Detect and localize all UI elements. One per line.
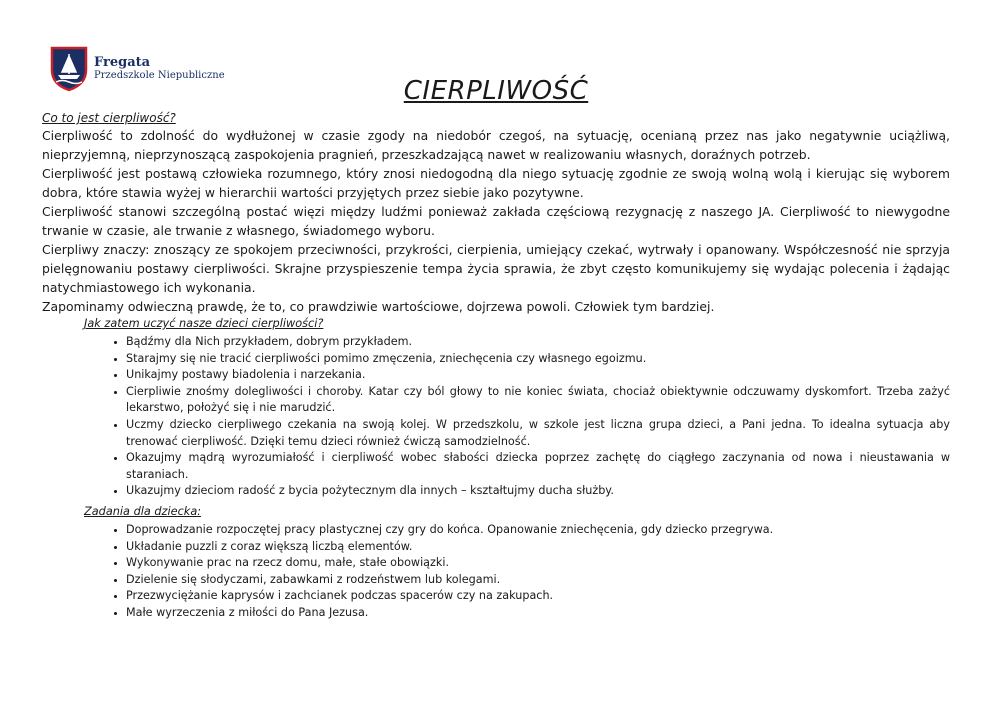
list-item: • Małe wyrzeczenia z miłości do Pana Jezusa. — [126, 605, 950, 622]
list-item: • Układanie puzzli z coraz większą liczbą elementów. — [126, 539, 950, 556]
page-title: CIERPLIWOŚĆ — [403, 76, 589, 106]
paragraph: Cierpliwość to zdolność do wydłużonej w czasie zgody na niedobór czegoś, na sytuację, ocenianą przez nas jako negatywnie uciążliwą, nieprzyjemną, nieprzynoszącą zaspokojenia pragnień, przeszkadzającą nawet w realizowaniu własnych, doraźnych potrzeb. — [42, 128, 950, 162]
logo-name: Fregata — [94, 55, 151, 70]
paragraph: Cierpliwość stanowi szczególną postać więzi między ludźmi ponieważ zakłada częściową rezygnację z naszego JA. Cierpliwość to niewygodne trwanie w czasie, ale trwanie z własnego, świadomego wyboru. — [42, 204, 950, 238]
teach-list — [42, 334, 950, 500]
list-item: • Ukazujmy dzieciom radość z bycia pożytecznym dla innych – kształtujmy ducha służby. — [126, 483, 950, 500]
tasks-list — [42, 522, 950, 622]
list-item: • Bądźmy dla Nich przykładem, dobrym przykładem. — [126, 334, 950, 351]
list-item: • Uczmy dziecko cierpliwego czekania na swoją kolej. W przedszkolu, w szkole jest liczna grupa dzieci, a Pani jedna. To idealna sytuacja aby trenować cierpliwość. Dzięki temu dzieci również ćwiczą samodzielność. — [126, 417, 950, 450]
logo-subtitle: Przedszkole Niepubliczne — [94, 70, 225, 81]
list-item: • Wykonywanie prac na rzecz domu, małe, stałe obowiązki. — [126, 555, 950, 572]
question-heading: Co to jest cierpliwość? — [42, 111, 176, 125]
list-item: • Starajmy się nie tracić cierpliwości pomimo zmęczenia, zniechęcenia czy własnego egoizmu. — [126, 351, 950, 368]
list-item: • Cierpliwie znośmy dolegliwości i choroby. Katar czy ból głowy to nie koniec świata, chociaż obiektywnie odczuwamy dyskomfort. Trzeba zażyć lekarstwo, położyć się i nie marudzić. — [126, 384, 950, 417]
paragraph: Cierpliwość jest postawą człowieka rozumnego, który znosi niedogodną dla niego sytuację zgodnie ze swoją wolną wolą i kierując się wyborem dobra, które stawia wyżej w hierarchii wartości przyjętych przez siebie jako pozytywne. — [42, 166, 950, 200]
list-item: • Okazujmy mądrą wyrozumiałość i cierpliwość wobec słabości dziecka poprzez zachętę do ciągłego zaczynania od nowa i nieustawania w staraniach. — [126, 450, 950, 483]
list-item: • Dzielenie się słodyczami, zabawkami z rodzeństwem lub kolegami. — [126, 572, 950, 589]
document-body — [42, 110, 950, 626]
tasks-heading: Zadania dla dziecka: — [84, 504, 202, 518]
paragraph: Zapominamy odwieczną prawdę, że to, co prawdziwie wartościowe, dojrzewa powoli. Człowiek tym bardziej. — [42, 299, 715, 314]
teach-heading: Jak zatem uczyć nasze dzieci cierpliwości? — [84, 317, 324, 330]
list-item: • Unikajmy postawy biadolenia i narzekania. — [126, 367, 950, 384]
list-item: • Doprowadzanie rozpoczętej pracy plastycznej czy gry do końca. Opanowanie zniechęcenia, gdy dziecko przegrywa. — [126, 522, 950, 539]
paragraph: Cierpliwy znaczy: znoszący ze spokojem przeciwności, przykrości, cierpienia, umiejący czekać, wytrwały i opanowany. Współczesność nie sprzyja pielęgnowaniu postawy cierpliwości. Skrajne przyspieszenie tempa życia sprawia, że zbyt często komunikujemy się wydając polecenia i żądając natychmiastowego ich wykonania. — [42, 242, 950, 295]
list-item: • Przezwyciężanie kaprysów i zachcianek podczas spacerów czy na zakupach. — [126, 588, 950, 605]
